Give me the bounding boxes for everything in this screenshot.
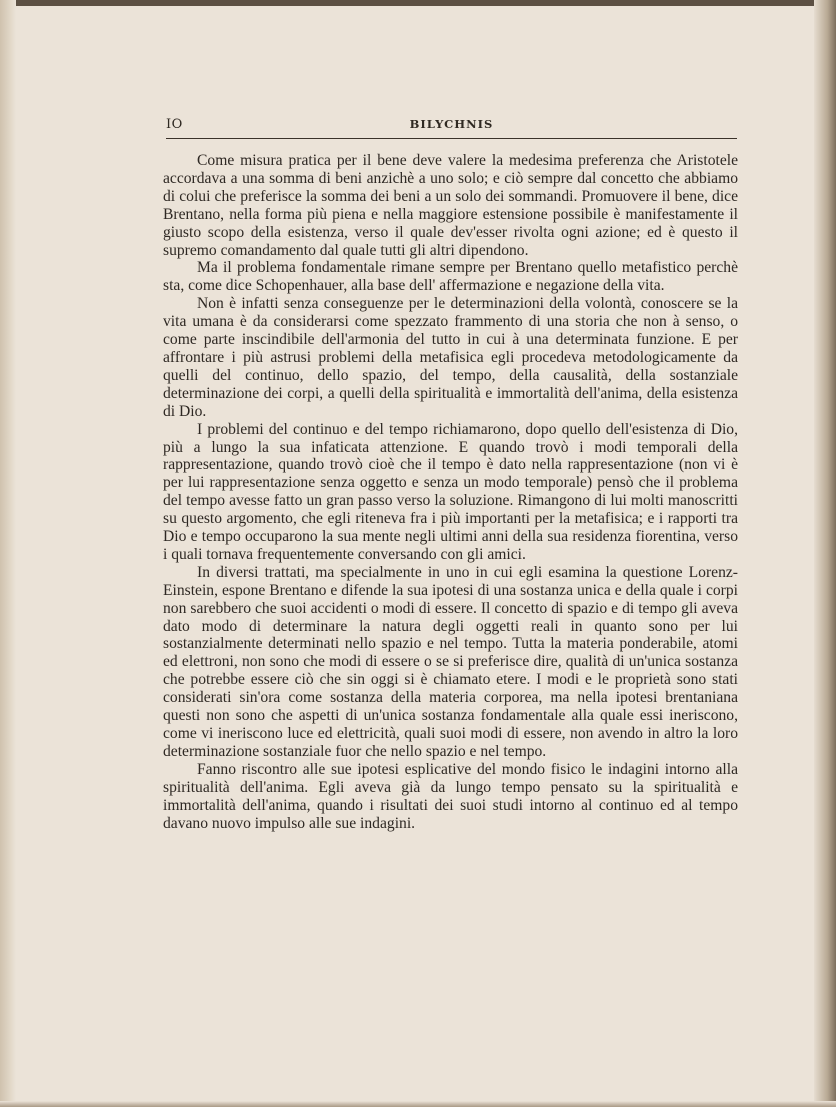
page-right-edge bbox=[814, 0, 836, 1107]
paragraph: In diversi trattati, ma specialmente in uno in cui egli esamina la questione Lorenz-Einstein, espone Brentano e difende la sua ipotesi di una sostanza unica e della quale i corpi non sarebbero che suoi accidenti o modi di essere. Il concetto di spazio e di tempo gli aveva dato modo di determinare la natura degli oggetti reali in quanto sono per lui sostanzialmente determinati nello spazio e nel tempo. Tutta la materia ponderabile, atomi ed elettroni, non sono che modi di essere o se si preferisce dire, qualità di un'unica sostanza che potrebbe essere ciò che sin oggi si è chiamato etere. I modi e le proprietà sono stati considerati sin'ora come sostanza della materia corporea, ma nella ipotesi brentaniana questi non sono che aspetti di un'unica sostanza fondamentale alla quale essi ineriscono, come vi ineriscono luce ed elettricità, quali suoi modi di essere, non avendo in altro la loro determinazione sostanziale fuor che nello spazio e nel tempo. bbox=[163, 563, 738, 760]
body-text bbox=[163, 152, 738, 832]
page-bottom-edge bbox=[0, 1101, 836, 1107]
running-title: BILYCHNIS bbox=[409, 117, 494, 131]
page-left-edge bbox=[0, 0, 16, 1107]
paragraph: I problemi del continuo e del tempo richiamarono, dopo quello dell'esistenza di Dio, più a lungo la sua infaticata attenzione. E quando trovò i modi temporali della rappresentazione, quando trovò cioè che il tempo è dato nella rappresentazione (non vi è per lui rappresentazione senza oggetto e senza un modo temporale) pensò che il problema del tempo avesse fatto un gran passo verso la soluzione. Rimangono di lui molti manoscritti su questo argomento, che egli riteneva fra i più importanti per la metafisica; e i rapporti tra Dio e tempo occuparono la sua mente negli ultimi anni della sua residenza fiorentina, verso i quali tornava frequentemente conversando con gli amici. bbox=[163, 420, 738, 563]
paragraph: Fanno riscontro alle sue ipotesi esplicative del mondo fisico le indagini intorno alla spiritualità dell'anima. Egli aveva già da lungo tempo pensato su la spiritualità e immortalità dell'anima, quando i risultati dei suoi studi intorno al continuo ed al tempo davano nuovo impulso alle sue indagini. bbox=[163, 760, 738, 832]
page-header bbox=[166, 116, 737, 139]
page-top-edge bbox=[0, 0, 836, 6]
page-number: IO bbox=[166, 117, 183, 132]
paragraph: Come misura pratica per il bene deve valere la medesima preferenza che Aristotele accordava a una somma di beni anzichè a uno solo; e ciò sempre dal concetto che abbiamo di colui che preferisce la somma dei beni a un solo dei sommandi. Promuovere il bene, dice Brentano, nella forma più piena e nella maggiore estensione possibile è manifestamente il giusto scopo della esistenza, verso il quale dev'esser rivolta ogni azione; ed è questo il supremo comandamento dal quale tutti gli altri dipendono. bbox=[163, 152, 738, 259]
paragraph: Ma il problema fondamentale rimane sempre per Brentano quello metafistico perchè sta, come dice Schopenhauer, alla base dell' affermazione e negazione della vita. bbox=[163, 259, 738, 295]
paragraph: Non è infatti senza conseguenze per le determinazioni della volontà, conoscere se la vita umana è da considerarsi come spezzato frammento di una storia che non à senso, o come parte inscindibile dell'armonia del tutto in cui à una determinata funzione. E per affrontare i più astrusi problemi della metafisica egli procedeva metodologicamente da quelli del continuo, dello spazio, del tempo, della causalità, della sostanziale determinazione dei corpi, a quelli della spiritualità e immortalità dell'anima, della esistenza di Dio. bbox=[163, 295, 738, 420]
